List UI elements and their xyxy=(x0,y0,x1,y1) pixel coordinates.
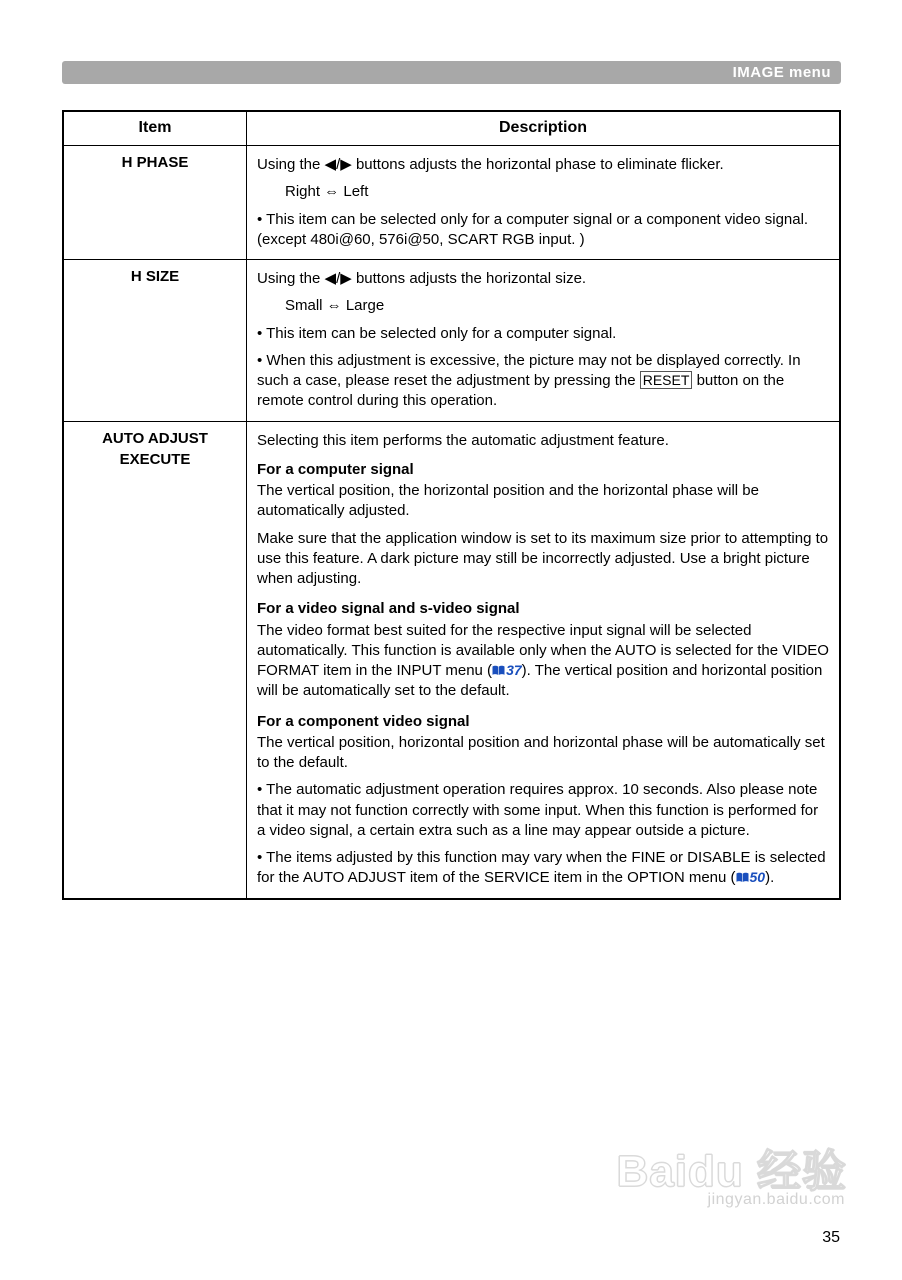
watermark xyxy=(597,1135,847,1225)
settings-table xyxy=(62,110,841,900)
page-reference-link[interactable]: 37 xyxy=(506,662,522,678)
item-name-line1: AUTO ADJUST xyxy=(102,429,208,447)
item-description-auto-adjust-execute xyxy=(247,421,840,898)
item-name-auto-adjust-execute xyxy=(64,421,247,898)
description-paragraph: The vertical position, the horizontal position and the horizontal phase will be automatically adjusted. xyxy=(257,482,759,520)
description-subheading-computer: For a computer signal xyxy=(257,460,414,478)
column-header-description: Description xyxy=(247,112,840,146)
watermark-main-text: Baidu 经验 xyxy=(616,1147,847,1196)
description-note: • The automatic adjustment operation requires approx. 10 seconds. Also please note that it may not function correctly with some input. When this function is performed for a video signal, a certain extra such as a line may appear outside a picture. xyxy=(257,781,819,839)
page-number: 35 xyxy=(822,1229,840,1246)
item-description-h-size xyxy=(247,260,840,422)
note-text-before: • The items adjusted by this function may vary when the FINE or DISABLE is selected for the AUTO ADJUST item of the SERVICE item in the OPTION menu ( xyxy=(257,849,826,887)
description-note-reset xyxy=(257,351,829,412)
description-paragraph: Using the ◀/▶ buttons adjusts the horizontal size. xyxy=(257,270,587,287)
table-header-row xyxy=(64,112,840,146)
description-note-with-ref xyxy=(257,848,829,889)
section-header-bar xyxy=(62,61,841,84)
note-text-before: • When this adjustment is excessive, the picture may not be displayed correctly. In such a case, please reset the adjustment by pressing the xyxy=(257,351,801,389)
item-name-line2: EXECUTE xyxy=(119,451,191,469)
page-reference-link[interactable]: 50 xyxy=(749,869,766,886)
item-description-h-phase xyxy=(247,146,840,260)
watermark-sub-text: jingyan.baidu.com xyxy=(707,1191,845,1208)
description-note: • This item can be selected only for a computer signal or a component video signal. (except 480i@60, 576i@50, SCART RGB input. ) xyxy=(257,210,809,248)
column-header-item: Item xyxy=(64,112,247,146)
section-title-bold: IMAGE xyxy=(732,64,785,81)
description-paragraph-with-ref xyxy=(257,621,829,702)
reset-button-reference: RESET xyxy=(640,371,693,389)
description-subheading-video: For a video signal and s-video signal xyxy=(257,600,520,618)
note-text-after: button on the remote control during this operation. xyxy=(257,372,785,410)
book-icon xyxy=(736,872,749,883)
paragraph-text-before: The video format best suited for the respective input signal will be selected automatically. This function is available only when the AUTO is selected for the VIDEO FORMAT item in the INPUT menu ( xyxy=(257,621,829,679)
note-text-after: ). xyxy=(765,869,775,887)
book-icon xyxy=(492,665,505,676)
table-row xyxy=(64,146,840,260)
section-title-rest: menu xyxy=(784,64,831,81)
description-paragraph: Make sure that the application window is set to its maximum size prior to attempting to use this feature. A dark picture may still be incorrectly adjusted. Use a bright picture when adjusting. xyxy=(257,529,829,587)
description-paragraph: The vertical position, horizontal position and horizontal phase will be automatically set to the default. xyxy=(257,733,825,771)
description-subheading-component: For a component video signal xyxy=(257,712,470,730)
paragraph-text-after: ). The vertical position and horizontal position will be automatically set to the default. xyxy=(257,662,823,700)
table-row xyxy=(64,421,840,898)
description-option-range: Right ⇔ Left xyxy=(285,183,369,201)
description-paragraph: Selecting this item performs the automatic adjustment feature. xyxy=(257,431,669,449)
section-title xyxy=(733,64,831,81)
description-note: • This item can be selected only for a computer signal. xyxy=(257,324,617,342)
description-option-range: Small ⇔ Large xyxy=(285,297,385,315)
item-name-h-phase: H PHASE xyxy=(64,146,247,260)
item-name-h-size: H SIZE xyxy=(64,260,247,422)
table-row xyxy=(64,260,840,422)
description-paragraph: Using the ◀/▶ buttons adjusts the horizontal phase to eliminate flicker. xyxy=(257,156,724,173)
